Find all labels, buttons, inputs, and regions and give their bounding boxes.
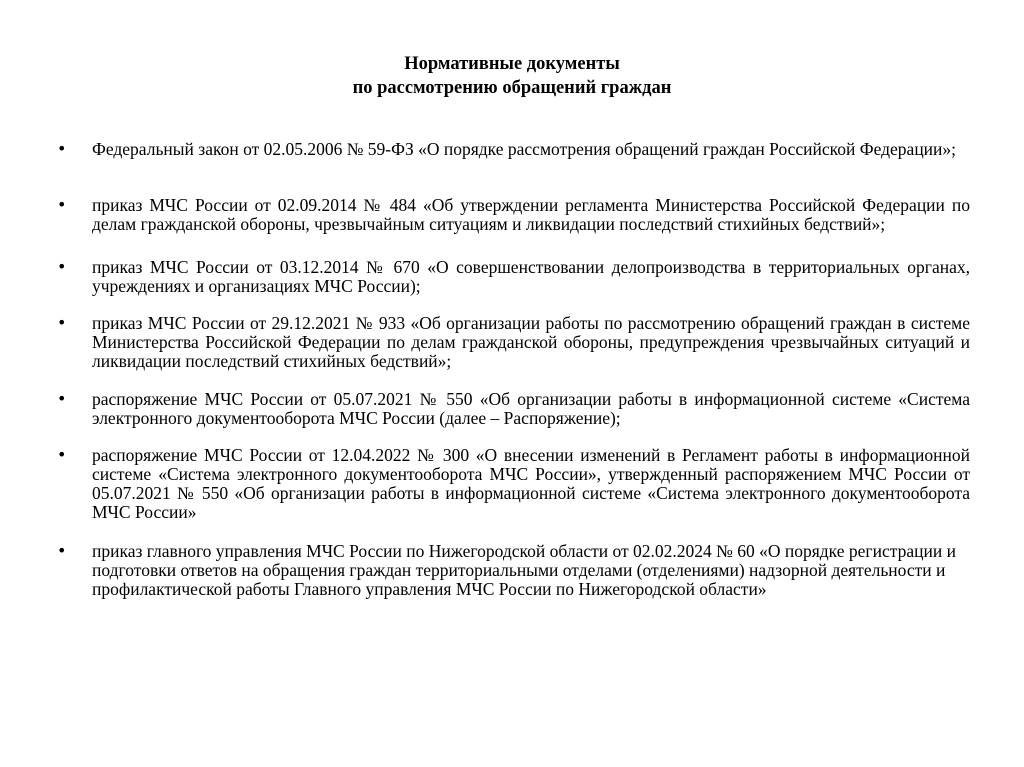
list-item	[57, 445, 970, 522]
page-title	[0, 52, 1024, 100]
list-item	[57, 139, 970, 159]
list-item-text: распоряжение МЧС России от 05.07.2021 № 550 «Об организации работы в информационной системе «Система электронного документооборота МЧС России (далее – Распоряжение);	[92, 389, 970, 428]
bullet: •	[57, 389, 67, 408]
title-line-2: по рассмотрению обращений граждан	[352, 78, 672, 98]
title-line-1: Нормативные документы	[404, 54, 620, 74]
list-item-text: распоряжение МЧС России от 12.04.2022 № 300 «О внесении изменений в Регламент работы в информационной системе «Система электронного документооборота МЧС России», утвержденный распоряжением МЧС России от 05.07.2021 № 550 «Об организации работы в информационной системе «Система электронного документооборота МЧС России»	[92, 445, 970, 522]
list-item-text: приказ главного управления МЧС России по Нижегородской области от 02.02.2024 № 60 «О порядке регистрации и подготовки ответов на обращения граждан территориальными отделами (отделениями) надзорной деятельности и профилактической работы Главного управления МЧС России по Нижегородской области»	[92, 541, 956, 599]
list-item	[57, 541, 970, 599]
bullet: •	[57, 257, 67, 276]
list-item-text: приказ МЧС России от 02.09.2014 № 484 «Об утверждении регламента Министерства Российской Федерации по делам гражданской обороны, чрезвычайным ситуациям и ликвидации последствий стихийных бедствий»;	[92, 195, 970, 234]
bullet: •	[57, 445, 67, 464]
list-item	[57, 195, 970, 234]
bullet: •	[57, 541, 67, 560]
list-item	[57, 257, 970, 296]
list-item-text: Федеральный закон от 02.05.2006 № 59-ФЗ «О порядке рассмотрения обращений граждан Российской Федерации»;	[92, 139, 957, 159]
list-item	[57, 313, 970, 371]
bullet: •	[57, 139, 67, 158]
list-item-text: приказ МЧС России от 29.12.2021 № 933 «Об организации работы по рассмотрению обращений граждан в системе Министерства Российской Федерации по делам гражданской обороны, предупреждения чрезвычайных ситуаций и ликвидации последствий стихийных бедствий»;	[92, 313, 970, 371]
bullet: •	[57, 195, 67, 214]
list-item-text: приказ МЧС России от 03.12.2014 № 670 «О совершенствовании делопроизводства в территориальных органах, учреждениях и организациях МЧС России);	[92, 257, 970, 296]
list-item	[57, 389, 970, 428]
bullet: •	[57, 313, 67, 332]
